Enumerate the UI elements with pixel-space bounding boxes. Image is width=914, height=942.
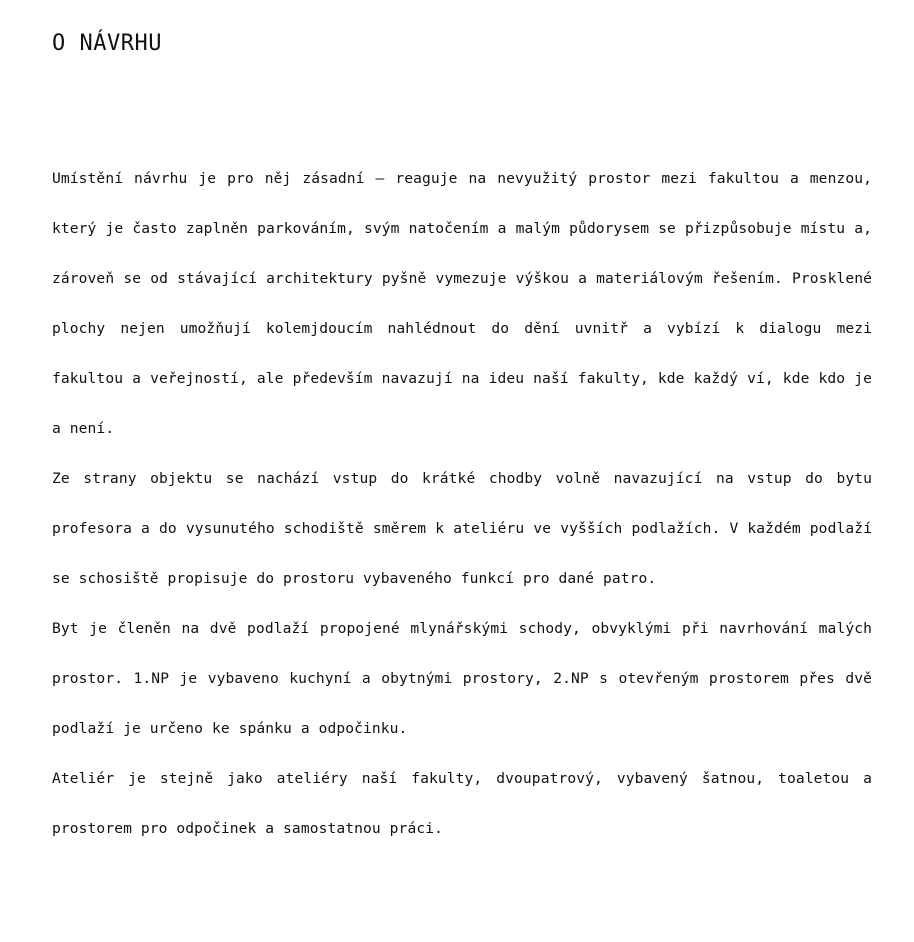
- paragraph-entrance: Ze strany objektu se nachází vstup do krátké chodby volně navazující na vstup do bytu profesora a do vysunutého schodiště směrem k ateliéru ve vyšších podlažích. V každém podlaží se schosiště propisuje do prostoru vybaveného funkcí pro dané patro.: [52, 470, 872, 587]
- paragraph-apartment: Byt je členěn na dvě podlaží propojené mlynářskými schody, obvyklými při navrhování malých prostor. 1.NP je vybaveno kuchyní a obytnými prostory, 2.NP s otevřeným prostorem přes dvě podlaží je určeno ke spánku a odpočinku.: [52, 620, 872, 737]
- paragraph-studio: Ateliér je stejně jako ateliéry naší fakulty, dvoupatrový, vybavený šatnou, toaletou a prostorem pro odpočinek a samostatnou práci.: [52, 770, 872, 837]
- document-title: O NÁVRHU: [52, 31, 162, 56]
- paragraph-placement: Umístění návrhu je pro něj zásadní – reaguje na nevyužitý prostor mezi fakultou a menzou, který je často zaplněn parkováním, svým natočením a malým půdorysem se přizpůsobuje místu a, zároveň se od stávající architektury pyšně vymezuje výškou a materiálovým řešením. Prosklené plochy nejen umožňují kolemjdoucím nahlédnout do dění uvnitř a vybízí k dialogu mezi fakultou a veřejností, ale především navazují na ideu naší fakulty, kde každý ví, kde kdo je a není.: [52, 170, 872, 437]
- document-page: [52, 28, 872, 854]
- document-body: [52, 154, 872, 854]
